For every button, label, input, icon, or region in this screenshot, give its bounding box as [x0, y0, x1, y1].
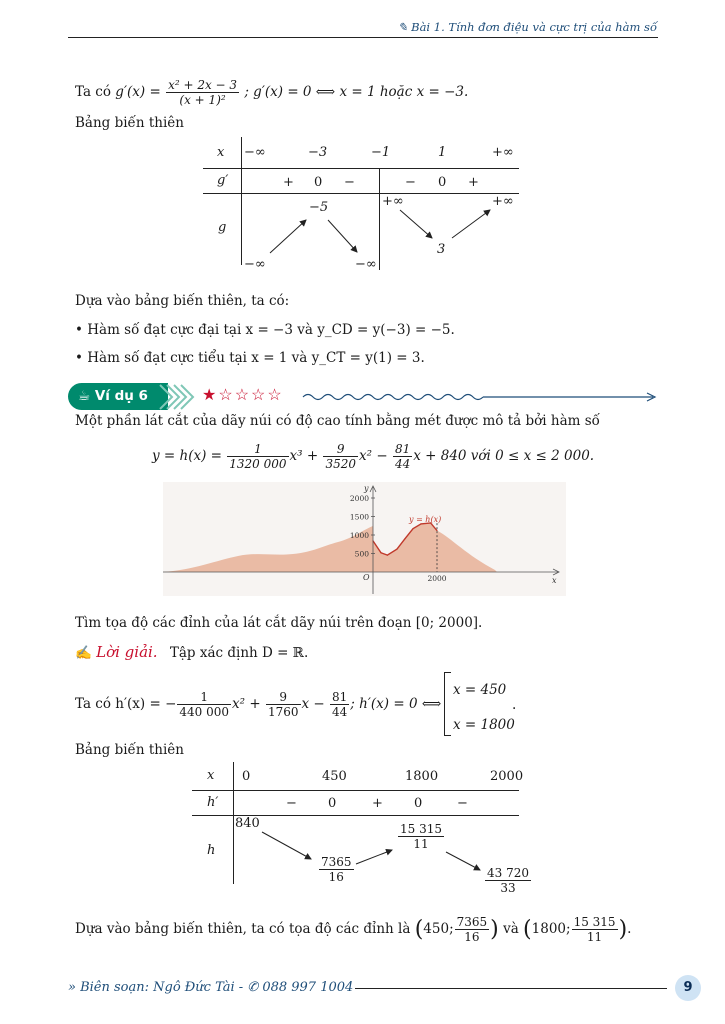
x-axis-label: x: [552, 576, 557, 585]
height-formula: y = h(x) = $\frac{1}{1320 000}$ x³ + $\frac{9}{3520}$ x² − $\frac{81}{44}$ x + 840 với 0 ≤ x ≤ 2 000.: [152, 442, 595, 471]
root: x = 450: [453, 682, 507, 698]
arrow-up: [356, 850, 392, 864]
curve-label: y = h(x): [409, 515, 442, 524]
g-label: g: [218, 220, 227, 235]
arrow-down: [446, 852, 480, 870]
final-conclusion: Dựa vào bảng biến thiên, ta có tọa độ các đỉnh là (450; $\frac{7365}{16}$ ) và (1800; $\frac{15 315}{11}$ ).: [75, 915, 632, 944]
sign: +: [468, 175, 479, 190]
sign: 0: [414, 796, 423, 811]
x-label: x: [217, 145, 225, 160]
page-number: 9: [675, 975, 701, 1001]
g-derivative-line: Ta có g′(x) = $\frac{\text{x² + 2x − 3}}{\text{(x + 1)²}}$ ; g′(x) = 0 ⟺ x = 1 hoặc x = −3.: [75, 78, 469, 107]
fraction: $\frac{7365}{16}$: [321, 855, 352, 884]
y-axis-label: y: [364, 484, 369, 493]
sign: −: [405, 175, 416, 190]
hp-label: h′: [207, 795, 219, 810]
sign: +: [372, 796, 383, 811]
fraction: $\frac{9}{3520}$: [325, 442, 357, 471]
fraction: $\frac{15 315}{11}$: [573, 915, 616, 944]
difficulty-stars: ★☆☆☆☆: [202, 385, 284, 404]
fraction: $\frac{43 720}{33}$: [487, 866, 529, 895]
x-value: 1800: [405, 769, 439, 784]
g-value: +∞: [492, 194, 514, 209]
pencil-hand-icon: ✍: [75, 645, 92, 661]
footer-rule: [355, 988, 667, 989]
fraction: $\frac{9}{1760}$: [267, 690, 299, 719]
period: .: [512, 697, 517, 713]
example-statement: Một phần lát cắt của dãy núi có độ cao tính bằng mét được mô tả bởi hàm số: [75, 413, 600, 429]
fraction: $\frac{7365}{16}$: [456, 915, 488, 944]
table-title-1: Bảng biến thiên: [75, 115, 184, 131]
x-label: x: [207, 768, 215, 783]
g-value: 3: [437, 242, 446, 257]
fraction: $\frac{81}{44}$: [394, 442, 411, 471]
coffee-cup-icon: ☕: [78, 388, 95, 404]
x-value: 1: [438, 145, 447, 160]
h-derivative-line: Ta có h′(x) = − $\frac{1}{440 000}$ x² + $\frac{9}{1760}$ x − $\frac{81}{44}$ ; h′(x) = 0 ⟺: [75, 690, 442, 719]
g-value: +∞: [382, 194, 404, 209]
bullet-item: • Hàm số đạt cực đại tại x = −3 và y_CD = y(−3) = −5.: [75, 322, 455, 338]
pencil-square-icon: ✎: [397, 20, 412, 34]
g-value: −5: [309, 200, 329, 215]
h-label: h: [207, 843, 216, 858]
table-title-2: Bảng biến thiên: [75, 742, 184, 758]
y-tick-label: 1500: [349, 512, 369, 522]
x-value: −3: [308, 145, 328, 160]
fraction: $\frac{15 315}{11}$: [400, 822, 442, 851]
page-header: ✎ Bài 1. Tính đơn điệu và cực trị của hàm số: [397, 20, 657, 34]
y-tick-label: 1000: [349, 531, 369, 540]
root: x = 1800: [453, 717, 515, 733]
g-fraction: $\frac{\text{x² + 2x − 3}}{\text{(x + 1)²}}$: [168, 78, 238, 107]
fraction: $\frac{1}{440 000}$: [179, 690, 230, 719]
y-tick-label: 500: [354, 549, 369, 559]
conclusion-1: Dựa vào bảng biến thiên, ta có:: [75, 293, 290, 309]
x-value: −∞: [244, 145, 266, 160]
arrow-down: [262, 832, 311, 859]
example-question: Tìm tọa độ các đỉnh của lát cắt dãy núi trên đoạn [0; 2000].: [75, 615, 483, 631]
footer-author: » Biên soạn: Ngô Đức Tài - ✆ 088 997 1004: [68, 980, 354, 995]
x-value: 0: [242, 769, 251, 784]
h-value: 840: [235, 816, 260, 831]
x-value: 2000: [490, 769, 524, 784]
sign: 0: [438, 175, 447, 190]
x-value: 450: [322, 769, 347, 784]
sign: −: [344, 175, 355, 190]
y-tick-label: 2000: [349, 494, 369, 503]
x-value: +∞: [492, 145, 514, 160]
sign: +: [283, 175, 294, 190]
g-value: −∞: [244, 257, 266, 272]
origin-label: O: [363, 573, 370, 582]
solution-header: ✍ Lời giải. Tập xác định D = ℝ.: [75, 643, 309, 661]
x-tick-label: 2000: [427, 574, 447, 583]
gp-label: g′: [217, 173, 229, 188]
g-value: −∞: [355, 257, 377, 272]
example-badge: ☕ Ví dụ 6: [68, 383, 168, 410]
sign: 0: [314, 175, 323, 190]
bullet-item: • Hàm số đạt cực tiểu tại x = 1 và y_CT = y(1) = 3.: [75, 350, 425, 366]
sign: −: [286, 796, 297, 811]
sign: 0: [328, 796, 337, 811]
x-value: −1: [371, 145, 391, 160]
fraction: $\frac{81}{44}$: [332, 690, 348, 719]
sign: −: [457, 796, 468, 811]
fraction: $\frac{1}{1320 000}$: [229, 442, 287, 471]
